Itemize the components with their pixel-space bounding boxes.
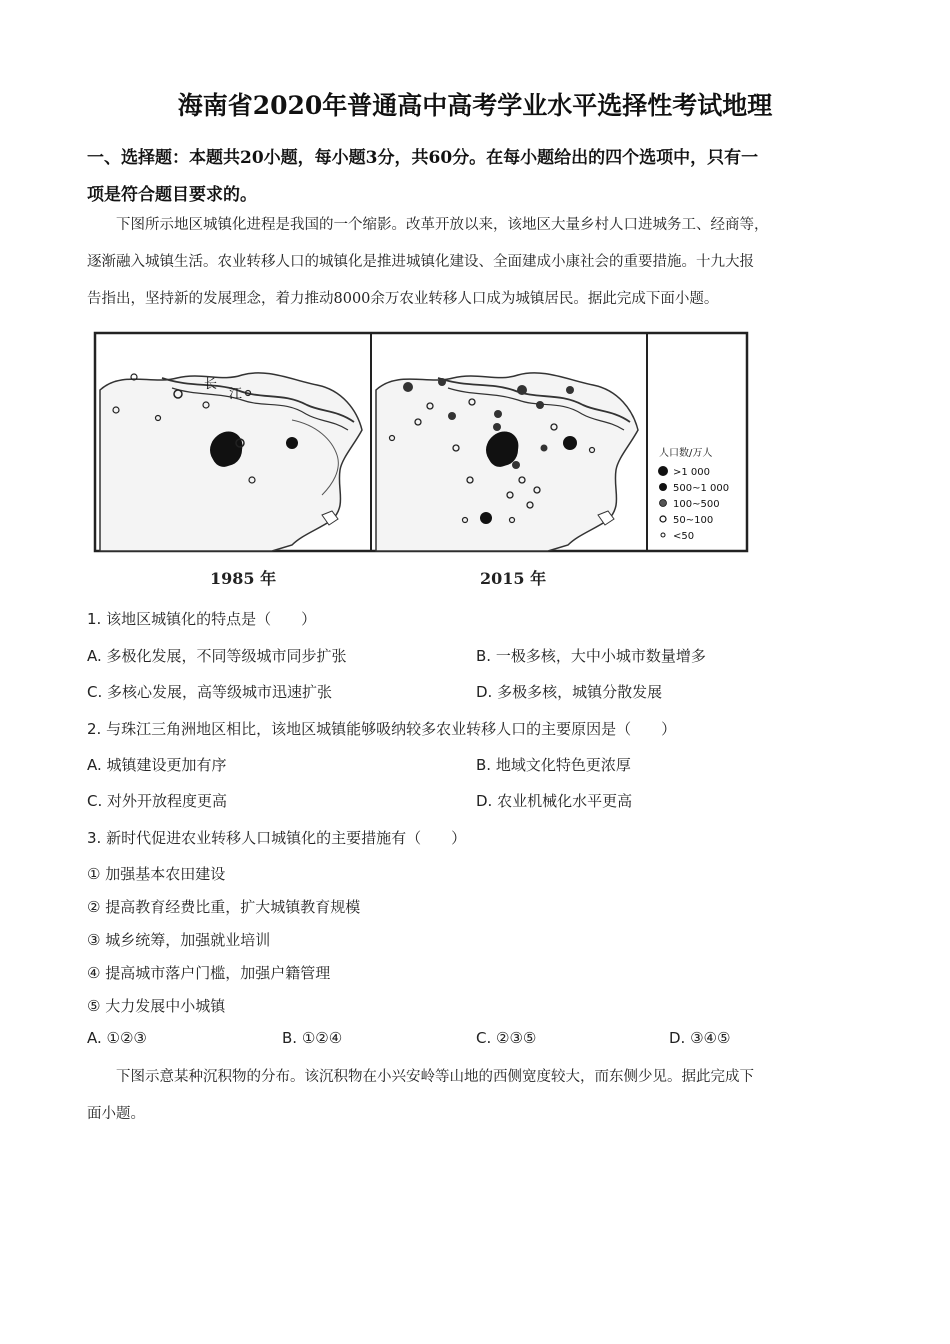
urbanization-map-figure [92,330,752,560]
question-2-option-d[interactable]: D. 农业机械化水平更高 [476,792,633,810]
question-2-option-c[interactable]: C. 对外开放程度更高 [87,792,228,810]
question-3-stem: 3. 新时代促进农业转移人口城镇化的主要措施有（ ） [87,829,467,847]
question-3-item-3: ③ 城乡统筹，加强就业培训 [87,931,271,949]
intro-line3: 告指出，坚持新的发展理念，着力推动8000余万农业转移人口成为城镇居民。据此完成下面小题。 [87,291,719,307]
question-2-option-a[interactable]: A. 城镇建设更加有序 [87,756,227,774]
section-heading-line2: 项是符合题目要求的。 [87,185,257,205]
section-heading-line1: 一、选择题：本题共20小题，每小题3分，共60分。在每小题给出的四个选项中，只有一 [87,148,759,168]
intro-line1: 下图所示地区城镇化进程是我国的一个缩影。改革开放以来，该地区大量乡村人口进城务工、经商等， [116,217,769,233]
legend-item-4: 50~100 [673,515,714,526]
river-label-jiang: 江 [229,387,243,402]
map-1985 [100,373,362,551]
question-3-option-d[interactable]: D. ③④⑤ [669,1029,731,1047]
map-label-1985: 1985 年 [210,569,277,588]
question-3-option-b[interactable]: B. ①②④ [282,1029,343,1047]
map-label-2015: 2015 年 [480,569,547,588]
question-3-option-a[interactable]: A. ①②③ [87,1029,147,1047]
legend-item-1: >1 000 [673,467,711,478]
river-label-chang: 长 [204,377,218,392]
intro-line2: 逐渐融入城镇生活。农业转移人口的城镇化是推进城镇化建设、全面建成小康社会的重要措施。十九大报 [87,254,754,270]
legend-title: 人口数/万人 [659,448,713,459]
question-3-option-c[interactable]: C. ②③⑤ [476,1029,537,1047]
question-1-option-c[interactable]: C. 多核心发展，高等级城市迅速扩张 [87,683,333,701]
page-title: 海南省2020年普通高中高考学业水平选择性考试地理 [177,91,773,120]
question-1-option-d[interactable]: D. 多极多核，城镇分散发展 [476,683,663,701]
question-3-item-5: ⑤ 大力发展中小城镇 [87,997,226,1015]
question-2-option-b[interactable]: B. 地域文化特色更浓厚 [476,756,631,774]
legend-item-5: <50 [673,531,695,542]
question-1-option-a[interactable]: A. 多极化发展，不同等级城市同步扩张 [87,647,347,665]
outro-line2: 面小题。 [87,1106,145,1122]
question-2-stem: 2. 与珠江三角洲地区相比，该地区城镇能够吸纳较多农业转移人口的主要原因是（ ） [87,720,677,738]
question-1-option-b[interactable]: B. 一极多核，大中小城市数量增多 [476,647,706,665]
question-3-item-1: ① 加强基本农田建设 [87,865,226,883]
map-2015 [376,373,638,551]
question-3-item-4: ④ 提高城市落户门槛，加强户籍管理 [87,964,331,982]
legend-item-2: 500~1 000 [673,483,730,494]
question-3-item-2: ② 提高教育经费比重，扩大城镇教育规模 [87,898,361,916]
outro-line1: 下图示意某种沉积物的分布。该沉积物在小兴安岭等山地的西侧宽度较大，而东侧少见。据此完成下 [116,1069,754,1085]
legend-item-3: 100~500 [673,499,720,510]
question-1-stem: 1. 该地区城镇化的特点是（ ） [87,610,317,628]
